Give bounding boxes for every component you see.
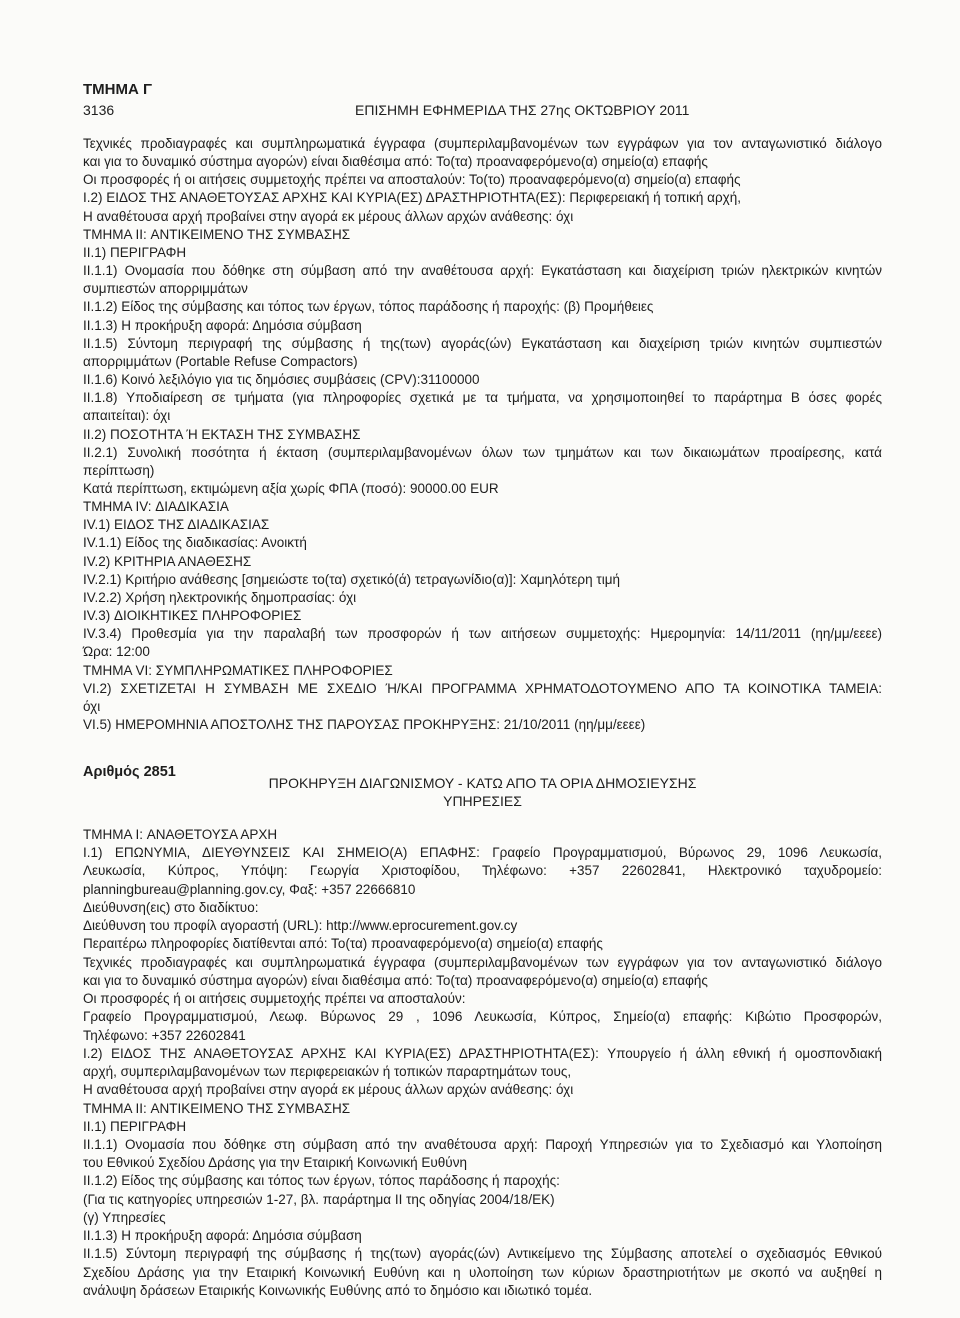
- time-line: Ώρα: 12:00: [83, 644, 150, 660]
- text-line: Τεχνικές προδιαγραφές και συμπληρωματικά έγγραφα (συμπεριλαμβανομένων των εγγράφων για τον ανταγωνιστικό διάλογο: [83, 954, 882, 970]
- text-line: II.1.2) Είδος της σύμβασης και τόπος των έργων, τόπος παράδοσης ή παροχής:: [83, 1173, 560, 1189]
- text-line: II.1.5) Σύντομη περιγραφή της σύμβασης ή της(των) αγοράς(ών) Αντικείμενο της Σύμβασης αποτελεί ο σχεδιασμός Εθνικού: [83, 1246, 882, 1262]
- text-line: Περαιτέρω πληροφορίες διατίθενται από: Το(τα) προαναφερόμενο(α) σημείο(α) επαφής: [83, 936, 603, 952]
- page-number: 3136: [83, 102, 115, 118]
- section-heading: ΤΜΗΜΑ II: ΑΝΤΙΚΕΙΜΕΝΟ ΤΗΣ ΣΥΜΒΑΣΗΣ: [83, 226, 351, 242]
- notice-2-body: [83, 826, 882, 1300]
- notice-1-body: [83, 135, 882, 734]
- subsection-heading: II.2) ΠΟΣΟΤΗΤΑ Ή ΕΚΤΑΣΗ ΤΗΣ ΣΥΜΒΑΣΗΣ: [83, 426, 361, 442]
- text-line: του Εθνικού Σχεδίου Δράσης για την Εταιρική Κοινωνική Ευθύνη: [83, 1155, 467, 1171]
- subsection-heading: IV.2) ΚΡΙΤΗΡΙΑ ΑΝΑΘΕΣΗΣ: [83, 553, 252, 569]
- contact-line: planningbureau@planning.gov.cy, Φαξ: +357 22666810: [83, 881, 416, 897]
- text-line: VI.2) ΣΧΕΤΙΖΕΤΑΙ Η ΣΥΜΒΑΣΗ ΜΕ ΣΧΕΔΙΟ Ή/ΚΑΙ ΠΡΟΓΡΑΜΜΑ ΧΡΗΜΑΤΟΔΟΤΟΥΜΕΝΟ ΑΠΟ ΤΑ ΚΟΙΝΟΤΙΚΑ ΤΑΜΕΙΑ:: [83, 680, 882, 696]
- text-line: II.1.1) Ονομασία που δόθηκε στη σύμβαση από την αναθέτουσα αρχή: Εγκατάσταση και διαχείριση τριών ηλεκτρικών κινητών: [83, 263, 882, 279]
- text-line: Οι προσφορές ή οι αιτήσεις συμμετοχής πρέπει να αποσταλούν:: [83, 991, 466, 1007]
- text-line: Γραφείο Προγραμματισμού, Λεωφ. Βύρωνος 29 , 1096 Λευκωσία, Κύπρος, Σημείο(α) επαφής: Κιβώτιο Προσφορών,: [83, 1009, 882, 1025]
- text-line: IV.1.1) Είδος της διαδικασίας: Ανοικτή: [83, 535, 307, 551]
- text-line: II.1.1) Ονομασία που δόθηκε στη σύμβαση από την αναθέτουσα αρχή: Παροχή Υπηρεσιών για το Σχεδιασμό και Υλοποίηση: [83, 1136, 882, 1152]
- text-line: Λευκωσία, Κύπρος, Υπόψη: Γεωργία Χριστοφίδου, Τηλέφωνο: +357 22602841, Ηλεκτρονικό ταχυδρομείο:: [83, 863, 882, 879]
- text-line: συμπιεστών απορριμμάτων: [83, 281, 248, 297]
- text-line: Τεχνικές προδιαγραφές και συμπληρωματικά έγγραφα (συμπεριλαμβανομένων των εγγράφων για τον ανταγωνιστικό διάλογο: [83, 136, 882, 151]
- text-line: ανάλυψη δράσεων Εταιρικής Κοινωνικής Ευθύνης από το δημόσιο και ιδιωτικό τομέα.: [83, 1282, 593, 1298]
- text-line: II.1.5) Σύντομη περιγραφή της σύμβασης ή της(των) αγοράς(ών) Εγκατάσταση και διαχείριση τριών κινητών συμπιεστών: [83, 335, 882, 351]
- text-line: Οι προσφορές ή οι αιτήσεις συμμετοχής πρέπει να αποσταλούν: Το(το) προαναφερόμενο(α) σημείο(α) επαφής: [83, 172, 741, 188]
- estimated-value-line: Κατά περίπτωση, εκτιμώμενη αξία χωρίς ΦΠΑ (ποσό): 90000.00 EUR: [83, 480, 499, 496]
- text-line: I.2) ΕΙΔΟΣ ΤΗΣ ΑΝΑΘΕΤΟΥΣΑΣ ΑΡΧΗΣ ΚΑΙ ΚΥΡΙΑ(ΕΣ) ΔΡΑΣΤΗΡΙΟΤΗΤΑ(ΕΣ): Περιφερειακή ή τοπική αρχή,: [83, 190, 741, 206]
- subsection-heading: II.1) ΠΕΡΙΓΡΑΦΗ: [83, 244, 187, 260]
- subsection-heading: II.1) ΠΕΡΙΓΡΑΦΗ: [83, 1118, 187, 1134]
- text-line: απορριμμάτων (Portable Refuse Compactors): [83, 353, 358, 369]
- url-line: Διεύθυνση του προφίλ αγοραστή (URL): http://www.eprocurement.gov.cy: [83, 918, 518, 934]
- text-line: I.2) ΕΙΔΟΣ ΤΗΣ ΑΝΑΘΕΤΟΥΣΑΣ ΑΡΧΗΣ ΚΑΙ ΚΥΡΙΑ(ΕΣ) ΔΡΑΣΤΗΡΙΟΤΗΤΑ(ΕΣ): Υπουργείο ή άλλη εθνική ή ομοσπονδιακή: [83, 1045, 882, 1061]
- notice-title-line: ΠΡΟΚΗΡΥΞΗ ΔΙΑΓΩΝΙΣΜΟΥ - ΚΑΤΩ ΑΠΟ ΤΑ ΟΡΙΑ ΔΗΜΟΣΙΕΥΣΗΣ: [268, 775, 697, 791]
- text-line: IV.2.1) Κριτήριο ανάθεσης [σημειώστε το(τα) σχετικό(ά) τετραγωνίδιο(α)]: Χαμηλότερη τιμή: [83, 571, 620, 587]
- text-line: περίπτωση): [83, 462, 155, 478]
- text-line: και για το δυναμικό σύστημα αγορών) είναι διαθέσιμα από: Το(τα) προαναφερόμενο(α) σημείο(α) επαφής: [83, 972, 708, 988]
- section-label: ΤΜΗΜΑ Γ: [83, 81, 153, 98]
- text-line: IV.2.2) Χρήση ηλεκτρονικής δημοπρασίας: όχι: [83, 589, 357, 605]
- text-line: αρχή, συμπεριλαμβανομένων των περιφερειακών ή τοπικών παραρτημάτων τους,: [83, 1064, 572, 1080]
- text-line: II.1.2) Είδος της σύμβασης και τόπος των έργων, τόπος παράδοσης ή παροχής: (β) Προμήθειες: [83, 299, 654, 315]
- text-line: II.1.8) Υποδιαίρεση σε τμήματα (για πληροφορίες σχετικά με τα τμήματα, να χρησιμοποιηθεί το παράρτημα Β όσες φορές: [83, 390, 882, 406]
- subsection-heading: IV.1) ΕΙΔΟΣ ΤΗΣ ΔΙΑΔΙΚΑΣΙΑΣ: [83, 517, 270, 533]
- dispatch-date-line: VI.5) ΗΜΕΡΟΜΗΝΙΑ ΑΠΟΣΤΟΛΗΣ ΤΗΣ ΠΑΡΟΥΣΑΣ ΠΡΟΚΗΡΥΞΗΣ: 21/10/2011 (ηη/μμ/εεεε): [83, 717, 646, 732]
- contact-line: Τηλέφωνο: +357 22602841: [83, 1027, 246, 1043]
- text-line: (γ) Υπηρεσίες: [83, 1209, 166, 1225]
- text-line: II.2.1) Συνολική ποσότητα ή έκταση (συμπεριλαμβανομένων όλων των τμημάτων και των δικαιωμάτων προαίρεσης, κατά: [83, 444, 882, 460]
- text-line: Διεύθυνση(εις) στο διαδίκτυο:: [83, 899, 259, 915]
- notice-title-line: ΥΠΗΡΕΣΙΕΣ: [443, 793, 522, 809]
- section-heading: ΤΜΗΜΑ I: ΑΝΑΘΕΤΟΥΣΑ ΑΡΧΗ: [83, 827, 278, 842]
- text-line: I.1) ΕΠΩΝΥΜΙΑ, ΔΙΕΥΘΥΝΣΕΙΣ ΚΑΙ ΣΗΜΕΙΟ(Α) ΕΠΑΦΗΣ: Γραφείο Προγραμματισμού, Βύρωνος 29, 1096 Λευκωσία,: [83, 845, 882, 861]
- notice-title: [83, 774, 882, 810]
- deadline-line: IV.3.4) Προθεσμία για την παραλαβή των προσφορών ή των αιτήσεων συμμετοχής: Ημερομηνία: 14/11/2011 (ηη/μμ/εεεε): [83, 626, 882, 642]
- notice-number: Αριθμός 2851: [83, 764, 176, 780]
- text-line: Η αναθέτουσα αρχή προβαίνει στην αγορά εκ μέρους άλλων αρχών ανάθεσης: όχι: [83, 208, 574, 224]
- text-line: όχι: [83, 698, 101, 714]
- text-line: Η αναθέτουσα αρχή προβαίνει στην αγορά εκ μέρους άλλων αρχών ανάθεσης: όχι: [83, 1082, 574, 1098]
- gazette-title: ΕΠΙΣΗΜΗ ΕΦΗΜΕΡΙΔΑ ΤΗΣ 27ης ΟΚΤΩΒΡΙΟΥ 2011: [355, 102, 690, 118]
- section-heading: ΤΜΗΜΑ VI: ΣΥΜΠΛΗΡΩΜΑΤΙΚΕΣ ΠΛΗΡΟΦΟΡΙΕΣ: [83, 662, 393, 678]
- text-line: και για το δυναμικό σύστημα αγορών) είναι διαθέσιμα από: Το(τα) προαναφερόμενο(α) σημείο(α) επαφής: [83, 154, 708, 170]
- text-line: II.1.6) Κοινό λεξιλόγιο για τις δημόσιες συμβάσεις (CPV):31100000: [83, 372, 480, 388]
- text-line: (Για τις κατηγορίες υπηρεσιών 1-27, βλ. παράρτημα II της οδηγίας 2004/18/ΕΚ): [83, 1191, 555, 1207]
- text-line: II.1.3) Η προκήρυξη αφορά: Δημόσια σύμβαση: [83, 1228, 362, 1244]
- section-heading: ΤΜΗΜΑ II: ΑΝΤΙΚΕΙΜΕΝΟ ΤΗΣ ΣΥΜΒΑΣΗΣ: [83, 1100, 351, 1116]
- subsection-heading: IV.3) ΔΙΟΙΚΗΤΙΚΕΣ ΠΛΗΡΟΦΟΡΙΕΣ: [83, 608, 302, 624]
- text-line: απαιτείται): όχι: [83, 408, 171, 424]
- text-line: Σχεδίου Δράσης για την Εταιρική Κοινωνική Ευθύνη και η υλοποίηση των κύριων δραστηριοτήτων με σκοπό να αυξηθεί η: [83, 1264, 882, 1280]
- text-line: II.1.3) Η προκήρυξη αφορά: Δημόσια σύμβαση: [83, 317, 362, 333]
- section-heading: ΤΜΗΜΑ IV: ΔΙΑΔΙΚΑΣΙΑ: [83, 499, 229, 515]
